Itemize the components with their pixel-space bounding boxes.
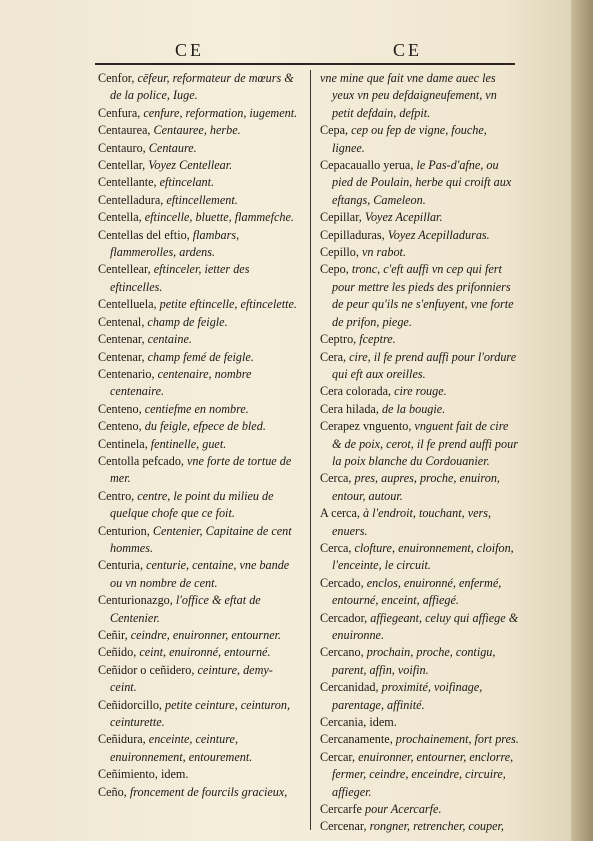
dictionary-entry [98,488,298,523]
entry-gloss: eftincellement. [163,192,238,207]
dictionary-entry [98,349,298,366]
dictionary-entry [98,331,298,348]
dictionary-entry [98,261,298,296]
entry-gloss: centenaire, nombre centenaire. [110,366,252,399]
entry-gloss: Voyez Centellear. [145,158,233,173]
entry-headword: Cercanidad, [320,680,379,695]
dictionary-entry [98,314,298,331]
dictionary-entry [320,731,520,748]
entry-headword: Cepillar, [320,210,362,225]
dictionary-entry [98,105,298,122]
entry-headword: Centeno, [98,419,142,434]
entry-headword: Cercarfe [320,802,362,817]
entry-headword: Centauro, [98,140,146,155]
entry-headword: A cerca, [320,506,360,521]
entry-gloss: vne forte de tortue de mer. [110,453,292,486]
entry-headword: Cepillo, [320,245,359,260]
entry-gloss: centaine. [144,332,192,347]
dictionary-entry [98,140,298,157]
entry-headword: Centaurea, [98,123,151,138]
dictionary-entry [98,122,298,139]
entry-headword: Cepilladuras, [320,227,385,242]
entry-headword: Cenfor, [98,71,135,85]
entry-gloss: clofture, enuironnement, cloifon, l'enceinte, le circuit. [332,540,514,573]
entry-gloss: eftincelle, bluette, flammefche. [141,210,294,225]
entry-headword: Ceñimiento, idem. [98,767,189,782]
entry-headword: Centenal, [98,314,145,329]
entry-gloss: cēfeur, reformateur de mœurs & de la police, Iuge. [110,71,294,103]
entry-gloss: de la bougie. [378,401,446,416]
entry-headword: Cera hilada, [320,401,379,416]
entry-headword: Ceptro, [320,332,357,347]
entry-gloss: rongner, retrencher, couper, [366,819,504,834]
dictionary-entry [98,157,298,174]
dictionary-entry [98,627,298,644]
entry-gloss: vnguent fait de cire & de poix, cerot, il fe prend auffi pour la poix blanche du Cordouanier. [332,419,518,468]
entry-headword: Cera colorada, [320,384,392,399]
entry-headword: Cercar, [320,749,356,764]
dictionary-entry [98,644,298,661]
entry-gloss: l'office & eftat de Centenier. [110,593,261,625]
dictionary-entry [320,610,520,645]
dictionary-entry [98,366,298,401]
dictionary-entry [320,714,520,731]
entry-gloss: pres, aupres, proche, enuiron, entour, autour. [332,471,500,503]
dictionary-entry [98,731,298,766]
dictionary-entry [320,349,520,384]
entry-headword: Centellear, [98,262,151,277]
dictionary-entry [98,592,298,627]
dictionary-entry [320,575,520,610]
entry-gloss: affiegeant, celuy qui affiege & enuironne. [332,610,519,642]
entry-headword: Centellar, [98,158,146,173]
entry-gloss: petite eftincelle, eftincelette. [156,297,297,312]
entry-headword: Centurion, [98,523,150,538]
entry-gloss: tronc, c'eft auffi vn cep qui fert pour mettre les pieds des prifonniers de peur qu'ils ne s'enfuyent, vne forte de prifon, piege. [332,262,514,329]
entry-gloss: ceint, enuironné, entourné. [136,645,271,660]
dictionary-entry [320,418,520,470]
entry-headword: Centro, [98,488,135,503]
entry-headword: Centella, [98,210,142,225]
entry-headword: Ceñir, [98,628,128,642]
entry-headword: Cenfura, [98,105,141,120]
dictionary-entry [320,331,520,348]
entry-gloss: le Pas-d'afne, ou pied de Poulain, herbe qui croift aux eftangs, Cameleon. [332,158,512,207]
entry-gloss: enuironner, entourner, enclorre, fermer, ceindre, enceindre, circuire, affieger. [332,749,514,799]
header-rule [95,63,515,65]
dictionary-entry [98,174,298,191]
dictionary-entry [320,749,520,801]
entry-headword: Centurionazgo, [98,593,173,608]
dictionary-entry [98,784,298,801]
dictionary-entry [320,470,520,505]
running-header-left: CE [175,40,205,60]
entry-gloss: flambars, flammerolles, ardens. [110,227,240,260]
dictionary-entry [98,662,298,697]
entry-headword: Ceñidor o ceñidero, [98,662,195,677]
entry-gloss: prochainement, fort pres. [392,732,519,747]
dictionary-entry [98,401,298,418]
dictionary-entry [98,296,298,313]
entry-gloss: cire, il fe prend auffi pour l'ordure qui eft aux oreilles. [332,349,517,381]
entry-gloss: Centaure. [145,140,197,155]
entry-headword: Centenario, [98,366,155,381]
entry-gloss: ceinture, demy-ceint. [110,662,273,695]
entry-gloss: cenfure, reformation, iugement. [140,105,298,120]
entry-gloss: proximité, voifinage, parentage, affinité. [332,680,483,712]
dictionary-entry [320,679,520,714]
dictionary-entry [320,801,520,818]
entry-gloss: centiefme en nombre. [141,401,249,416]
dictionary-entry [320,209,520,226]
entry-headword: Ceñidura, [98,732,146,747]
dictionary-entry [320,157,520,209]
entry-gloss: Voyez Acepillar. [361,210,443,225]
dictionary-entry [98,436,298,453]
dictionary-entry [320,505,520,540]
entry-gloss: cire rouge. [391,384,447,399]
dictionary-entry [320,383,520,400]
dictionary-entry [320,244,520,261]
entry-gloss: à l'endroit, touchant, vers, enuers. [332,506,492,538]
entry-headword: Cerca, [320,471,352,486]
entry-headword: Ceñidorcillo, [98,697,162,712]
entry-headword: Cercenar, [320,819,367,834]
entry-headword: Cepa, [320,123,349,138]
entry-headword: Centellas del eftio, [98,227,190,242]
entry-headword: Centenar, [98,332,145,347]
entry-gloss: champ femé de feigle. [144,349,254,364]
entry-headword: Cepo, [320,262,349,277]
entry-gloss: vne mine que fait vne dame auec les yeux vn peu defdaigneufement, vn petit defdain, defpit. [320,71,497,120]
entry-gloss: centre, le point du milieu de quelque chofe que ce foit. [110,488,274,521]
entry-gloss: Centauree, herbe. [150,123,241,138]
dictionary-entry [320,644,520,679]
dictionary-entry [98,70,298,105]
entry-gloss: ceindre, enuironner, entourner. [127,628,282,642]
dictionary-entry [98,697,298,732]
entry-gloss: enceinte, ceinture, enuironnement, entourement. [110,732,253,764]
entry-gloss: eftincelant. [156,175,215,190]
entry-headword: Cera, [320,349,347,364]
entry-headword: Cerca, [320,540,352,555]
entry-headword: Centuria, [98,558,144,573]
entry-gloss: Voyez Acepilladuras. [384,227,490,242]
column-divider [310,70,311,830]
entry-headword: Centelluela, [98,297,157,312]
entry-headword: Centinela, [98,436,148,451]
dictionary-entry [320,122,520,157]
entry-headword: Centelladura, [98,192,164,207]
entry-gloss: Centenier, Capitaine de cent hommes. [110,523,292,555]
dictionary-entry [98,523,298,558]
entry-headword: Cercanamente, [320,732,393,747]
entry-gloss: froncement de fourcils gracieux, [126,784,288,799]
right-column [320,70,520,836]
dictionary-entry [98,418,298,435]
dictionary-entry [320,227,520,244]
entry-headword: Centeno, [98,401,142,416]
entry-headword: Cercania, idem. [320,715,397,730]
entry-headword: Cercado, [320,575,364,590]
dictionary-entry [320,818,520,835]
entry-headword: Cercano, [320,645,364,660]
dictionary-entry [98,557,298,592]
dictionary-entry [98,453,298,488]
entry-gloss: champ de feigle. [144,314,228,329]
entry-gloss: pour Acercarfe. [361,802,442,817]
page-gutter [571,0,593,841]
entry-headword: Centolla pefcado, [98,453,184,468]
dictionary-entry [98,209,298,226]
entry-gloss: prochain, proche, contigu, parent, affin, voifin. [332,645,496,677]
left-column [98,70,298,801]
dictionary-entry [320,261,520,331]
entry-headword: Centenar, [98,349,145,364]
dictionary-entry [320,401,520,418]
entry-gloss: centurie, centaine, vne bande ou vn nombre de cent. [110,558,290,590]
dictionary-entry [320,70,520,122]
entry-headword: Cepacauallo yerua, [320,158,414,173]
entry-gloss: enclos, enuironné, enfermé, entourné, enceint, affiegé. [332,575,502,608]
dictionary-entry [320,540,520,575]
dictionary-entry [98,227,298,262]
entry-gloss: vn rabot. [358,245,406,260]
entry-headword: Ceñido, [98,645,137,660]
entry-gloss: du feigle, efpece de bled. [141,419,266,434]
entry-gloss: fceptre. [356,332,396,347]
entry-headword: Cercador, [320,610,368,625]
entry-gloss: cep ou fep de vigne, fouche, lignee. [332,123,487,155]
entry-headword: Ceño, [98,784,127,799]
entry-gloss: fentinelle, guet. [147,436,227,451]
dictionary-entry [98,192,298,209]
entry-gloss: petite ceinture, ceinturon, ceinturette. [110,697,291,730]
entry-gloss: eftinceler, ietter des eftincelles. [110,262,250,294]
entry-headword: Centellante, [98,175,157,190]
entry-headword: Cerapez vnguento, [320,419,412,434]
dictionary-entry [98,766,298,783]
running-header-right: CE [393,40,423,60]
